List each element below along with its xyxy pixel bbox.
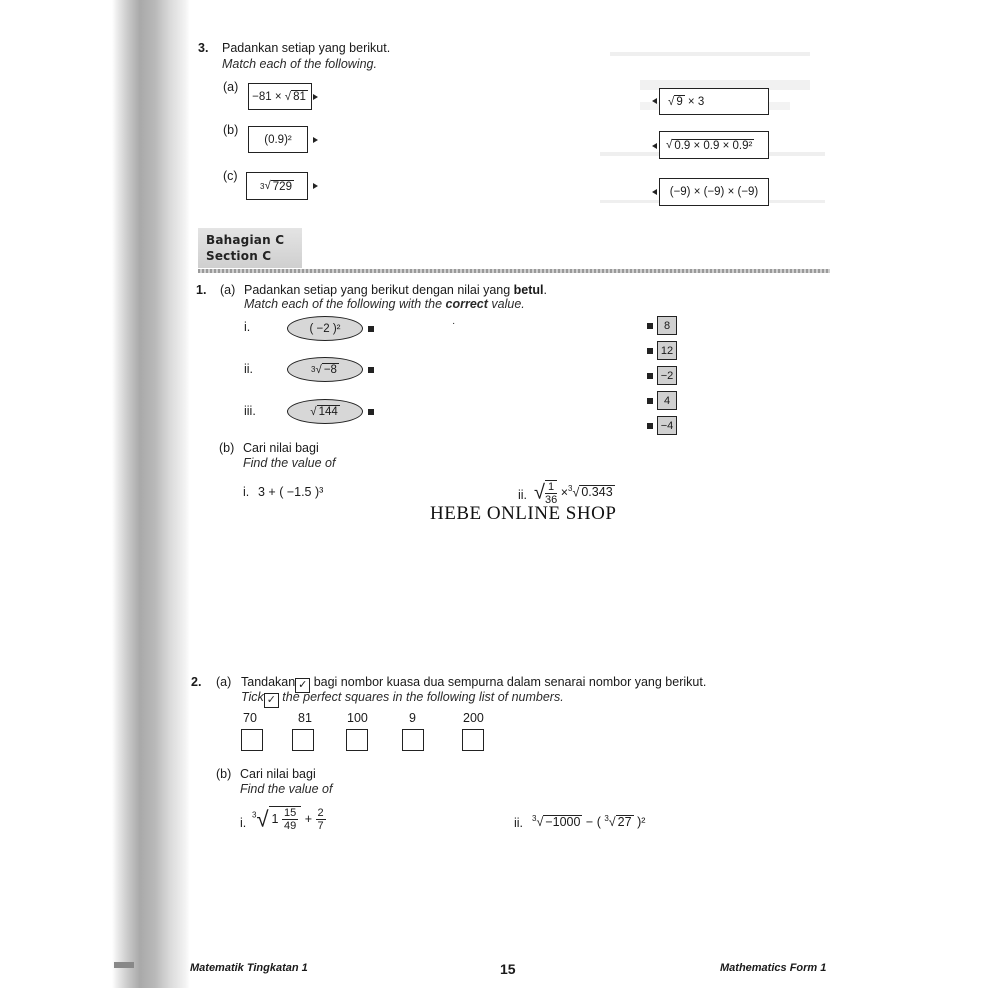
question-3-instruction-ms: Padankan setiap yang berikut. [222,41,391,55]
q3-label-b: (b) [223,123,239,137]
match-arrow-left-icon [652,189,657,195]
match-dot-icon [368,367,374,373]
q2b-i-radicand [269,806,302,832]
q2b-ii-index-2: 3 [604,814,609,823]
section-c-tab [198,228,302,268]
q1a-item-oval [287,357,363,382]
q1b-ii-label: ii. [518,488,528,502]
match-dot-icon [647,373,653,379]
q1b-i-expression: 3 + ( −1.5 )³ [258,485,324,499]
q3-label-a: (a) [223,80,239,94]
radical-sign-icon: √ [534,481,545,504]
q3-right-box-2 [659,131,769,159]
q3-left-box-b [248,126,308,153]
footer-left: Matematik Tingkatan 1 [190,962,308,974]
radical-sign-icon: √ [666,139,673,151]
q1b-instruction-ms: Cari nilai bagi [243,441,319,455]
q2b-ii-operator: − ( [585,815,601,830]
q3-label-c: (c) [223,169,238,183]
q1b-ii-radicand: 0.343 [581,485,613,500]
q2b-i-numerator: 15 [283,807,297,819]
q1b-ii-denominator: 36 [544,494,558,506]
q1a-label: (a) [220,283,236,297]
q2a-number: 70 [243,711,257,725]
q2b-label: (b) [216,767,232,781]
q3-r2-radicand: 0.9 × 0.9 × 0.9² [674,139,753,152]
q1b-ii-numerator: 1 [545,481,557,494]
check-icon: ✓ [264,693,279,708]
radical-sign-icon: √ [310,405,317,418]
q1a-instruction-ms-text: Padankan setiap yang berikut dengan nilai yang [244,283,511,297]
scan-mark [114,962,134,968]
q1b-ii-index: 3 [568,484,573,494]
q2b-instruction-ms: Cari nilai bagi [240,767,316,781]
q1a-item-label: ii. [244,362,254,376]
q2b-i-denominator: 49 [283,820,297,832]
q1a-value-box: 12 [657,341,677,360]
q1a-item-label: i. [244,320,251,334]
q2b-i-index: 3 [252,810,257,820]
q1a-value-box: −4 [657,416,677,435]
match-dot-icon [647,323,653,329]
q2a-instruction-en-start: Tick [241,690,264,704]
q3-c-index: 3 [260,181,265,191]
q3-a-prefix: −81 × [252,90,282,103]
q1a-item-oval [287,316,363,341]
match-arrow-right-icon [313,137,318,143]
radical-sign-icon: √ [256,806,269,832]
q2a-tick-checkbox[interactable] [241,729,263,751]
q1a-item-index: 3 [311,365,316,374]
q3-a-radicand: 81 [293,91,306,103]
q2a-instruction-ms-end: bagi nombor kuasa dua sempurna dalam senarai nombor yang berikut. [313,675,707,689]
q2a-instruction-en-end: the perfect squares in the following list of numbers. [282,690,564,704]
check-icon: ✓ [295,678,310,693]
match-arrow-right-icon [313,183,318,189]
q3-r1-suffix: × 3 [687,95,705,108]
q2b-i-operator: + [304,811,313,826]
section-divider [198,269,830,273]
q1a-item-radicand: −8 [323,364,337,376]
q2a-instruction-ms-start: Tandakan [241,675,296,689]
q3-right-box-1 [659,88,769,115]
q1a-item-expression: ( −2 )² [309,322,341,335]
q2a-tick-checkbox[interactable] [292,729,314,751]
q1a-instruction-ms-bold: betul [513,283,544,297]
q2b-ii-radicand-2: 27 [617,815,632,830]
radical-sign-icon: √ [315,363,322,376]
q1a-item-label: iii. [244,404,256,418]
radical-sign-icon: √ [536,815,544,830]
question-3-instruction-en: Match each of the following. [222,57,377,71]
section-title-ms: Bahagian C [206,233,285,247]
q1a-value-box: 4 [657,391,677,410]
q1a-instruction-en-end: value. [491,297,525,311]
match-arrow-right-icon [313,94,318,100]
question-1-number: 1. [196,283,207,297]
match-dot-icon [368,409,374,415]
stray-dot: · [452,318,456,329]
q2b-i-whole: 1 [271,811,279,826]
q3-b-expression: (0.9)² [264,133,292,146]
q1b-label: (b) [219,441,235,455]
q2b-ii-expression [532,814,645,829]
match-dot-icon [647,423,653,429]
q1a-instruction-ms [244,283,547,297]
match-arrow-left-icon [652,98,657,104]
q3-left-box-a [248,83,312,110]
match-arrow-left-icon [652,143,657,149]
section-title-en: Section C [206,249,272,263]
q2a-number: 81 [298,711,312,725]
q2b-ii-index: 3 [532,814,537,823]
match-dot-icon [368,326,374,332]
q2b-instruction-en: Find the value of [240,782,333,796]
match-dot-icon [647,348,653,354]
radical-sign-icon: √ [608,815,616,830]
q2a-number: 9 [409,711,416,725]
q2b-i-numerator-2: 2 [317,807,324,819]
q2b-ii-radicand: −1000 [545,815,581,830]
q3-r1-radicand: 9 [676,96,683,108]
q1b-instruction-en: Find the value of [243,456,336,470]
page-number: 15 [500,961,516,977]
q2a-label: (a) [216,675,232,689]
q2a-tick-checkbox[interactable] [346,729,368,751]
footer-right: Mathematics Form 1 [720,962,827,974]
q2b-i-denominator-2: 7 [317,820,324,832]
match-dot-icon [647,398,653,404]
q2b-ii-close: )² [637,815,646,830]
book-spine-shadow [0,0,190,988]
q2a-tick-checkbox[interactable] [462,729,484,751]
radical-sign-icon: √ [572,485,580,500]
radical-sign-icon: √ [264,180,271,192]
q1a-value-box: 8 [657,316,677,335]
question-3-number: 3. [198,41,209,55]
q2a-instruction-en [241,690,564,708]
q1a-item-radicand: 144 [318,406,338,418]
q3-r3-expression: (−9) × (−9) × (−9) [669,186,759,198]
q1a-instruction-ms-end: . [543,283,547,297]
q1a-instruction-en-text: Match each of the following with the [244,297,443,311]
radical-sign-icon: √ [668,95,675,108]
q1b-i-label: i. [243,485,250,499]
q1a-instruction-en [244,297,525,311]
radical-sign-icon: √ [284,90,292,103]
watermark-text: HEBE ONLINE SHOP [430,503,617,524]
q3-right-box-3 [659,178,769,206]
q2b-i-fraction-2 [316,807,326,832]
q1b-ii-operator: × [560,485,569,500]
q3-left-box-c [246,172,308,200]
q2a-number: 100 [347,711,368,725]
q2a-tick-checkbox[interactable] [402,729,424,751]
q1a-value-box: −2 [657,366,677,385]
q2b-i-fraction [282,807,298,832]
q1a-instruction-en-bold: correct [445,297,488,311]
q2b-i-label: i. [240,816,247,830]
q3-c-radicand: 729 [272,180,292,193]
q2a-number: 200 [463,711,484,725]
question-2-number: 2. [191,675,202,689]
q2b-i-expression [252,806,326,833]
q2b-ii-label: ii. [514,816,524,830]
q1a-item-oval [287,399,363,424]
